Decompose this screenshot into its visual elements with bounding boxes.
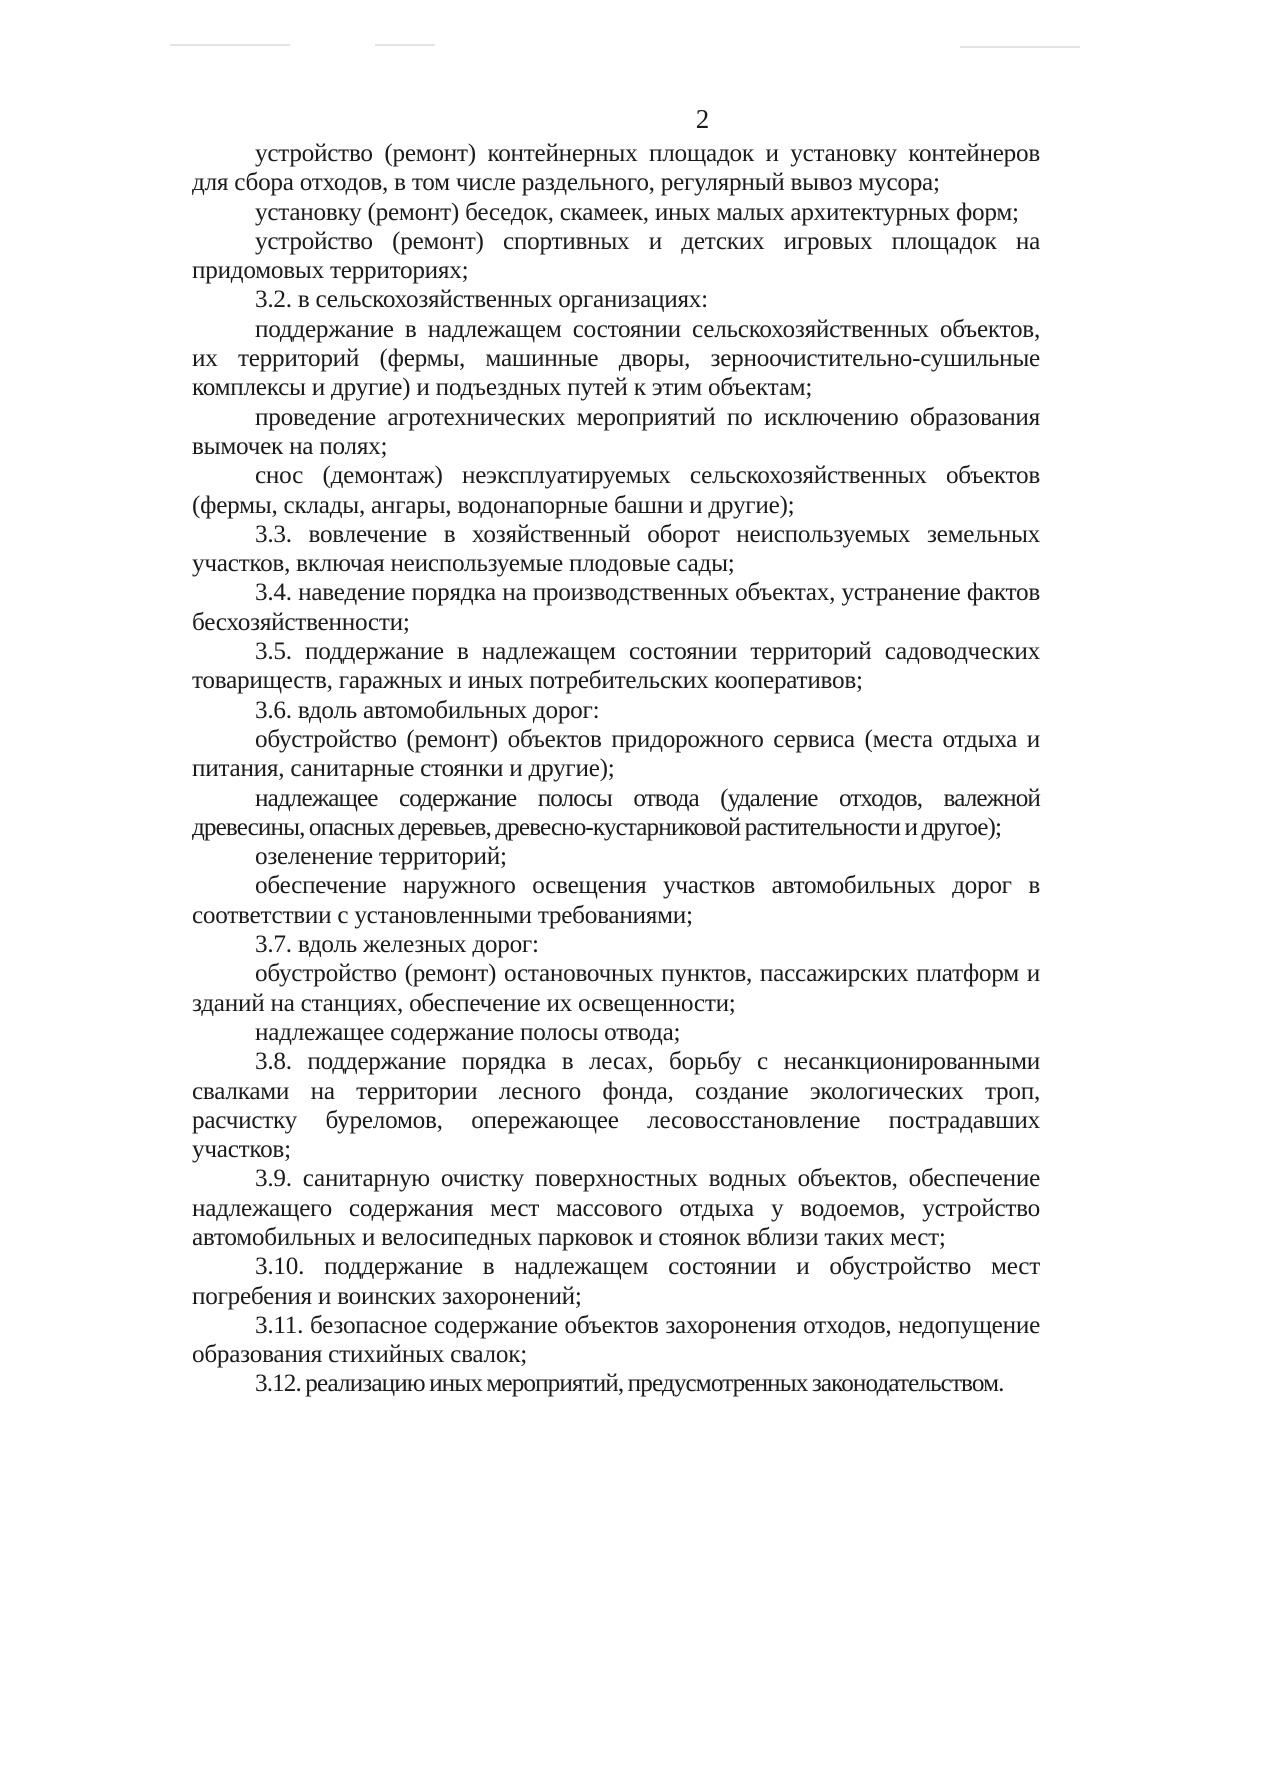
paragraph: надлежащее содержание полосы отвода; bbox=[255, 1018, 681, 1046]
paragraph: 3.11. безопасное содержание объектов захоронения отходов, недопущение образования стихийных свалок; bbox=[192, 1311, 1040, 1369]
paragraph: обустройство (ремонт) остановочных пунктов, пассажирских платформ и зданий на станциях, обеспечение их освещенности; bbox=[192, 960, 1040, 1017]
paragraph: 3.5. поддержание в надлежащем состоянии территорий садоводческих товариществ, гаражных и иных потребительских кооперативов; bbox=[192, 638, 1040, 695]
paragraph: 3.9. санитарную очистку поверхностных водных объектов, обеспечение надлежащего содержания мест массового отдыха у водоемов, устройство автомобильных и велосипедных парковок и стоянок вблизи таких мест; bbox=[192, 1165, 1040, 1251]
paragraph: поддержание в надлежащем состоянии сельскохозяйственных объектов, их территорий (фермы, машинные дворы, зерноочистительно-сушильные комплексы и другие) и подъездных путей к этим объектам; bbox=[192, 315, 1040, 402]
paragraph: 3.12. реализацию иных мероприятий, предусмотренных законодательством. bbox=[255, 1370, 1004, 1398]
paragraph: 3.8. поддержание порядка в лесах, борьбу с несанкционированными свалками на территории лесного фонда, создание экологических троп, расчистку буреломов, опережающее лесовосстановление пострадавших участков; bbox=[192, 1048, 1040, 1164]
paragraph: надлежащее содержание полосы отвода (удаление отходов, валежной древесины, опасных деревьев, древесно-кустарниковой растительности и другое); bbox=[192, 784, 1040, 841]
paragraph: установку (ремонт) беседок, скамеек, иных малых архитектурных форм; bbox=[255, 198, 1019, 226]
paragraph: 3.2. в сельскохозяйственных организациях: bbox=[255, 286, 708, 314]
paragraph: озеленение территорий; bbox=[255, 843, 507, 871]
scan-artifact bbox=[170, 44, 290, 46]
paragraph: 3.3. вовлечение в хозяйственный оборот неиспользуемых земельных участков, включая неиспользуемые плодовые сады; bbox=[192, 520, 1040, 578]
scan-artifact bbox=[960, 46, 1080, 48]
paragraph: проведение агротехнических мероприятий по исключению образования вымочек на полях; bbox=[192, 403, 1040, 460]
paragraph: 3.6. вдоль автомобильных дорог: bbox=[255, 696, 600, 724]
paragraph: 3.10. поддержание в надлежащем состоянии и обустройство мест погребения и воинских захоронений; bbox=[192, 1253, 1040, 1310]
page-number: 2 bbox=[695, 104, 710, 134]
paragraph: устройство (ремонт) спортивных и детских игровых площадок на придомовых территориях; bbox=[192, 227, 1040, 285]
document-body bbox=[192, 139, 1040, 1399]
scan-artifact bbox=[375, 44, 435, 46]
paragraph: 3.4. наведение порядка на производственных объектах, устранение фактов бесхозяйственности; bbox=[192, 579, 1040, 636]
paragraph: обустройство (ремонт) объектов придорожного сервиса (места отдыха и питания, санитарные стоянки и другие); bbox=[192, 725, 1040, 783]
paragraph: 3.7. вдоль железных дорог: bbox=[255, 931, 539, 959]
paragraph: снос (демонтаж) неэксплуатируемых сельскохозяйственных объектов (фермы, склады, ангары, водонапорные башни и другие); bbox=[192, 462, 1040, 519]
paragraph: устройство (ремонт) контейнерных площадок и установку контейнеров для сбора отходов, в том числе раздельного, регулярный вывоз мусора; bbox=[192, 140, 1040, 197]
paragraph: обеспечение наружного освещения участков автомобильных дорог в соответствии с установленными требованиями; bbox=[192, 872, 1040, 929]
